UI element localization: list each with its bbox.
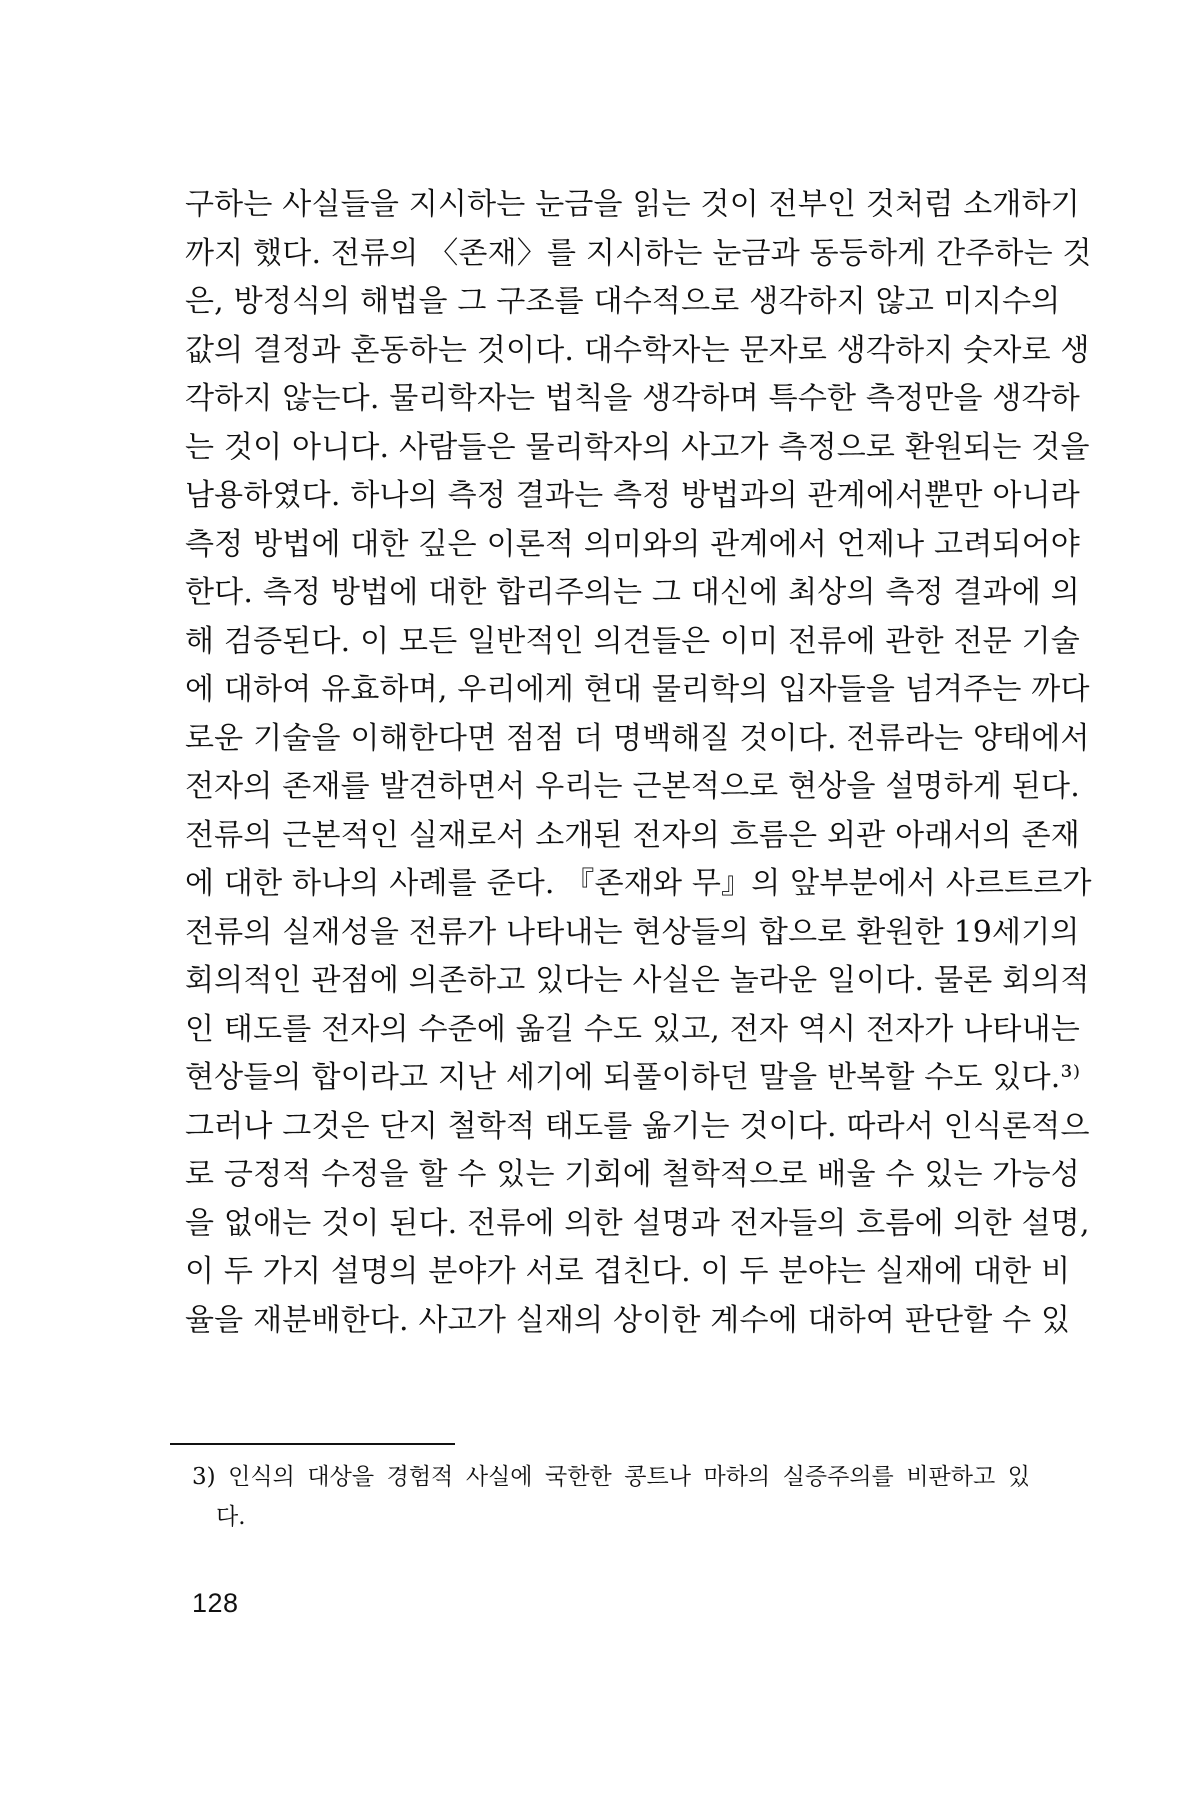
text-line: 로운 기술을 이해한다면 점점 더 명백해질 것이다. 전류라는 양태에서 [185,720,1090,756]
text-line: 전자의 존재를 발견하면서 우리는 근본적으로 현상을 설명하게 된다. [185,769,1080,804]
text-line: 각하지 않는다. 물리학자는 법칙을 생각하며 특수한 측정만을 생각하 [185,381,1080,416]
text-line: 전류의 실재성을 전류가 나타내는 현상들의 합으로 환원한 19세기의 [185,914,1080,950]
text-line: 해 검증된다. 이 모든 일반적인 의견들은 이미 전류에 관한 전문 기술 [185,623,1080,659]
text-line: 구하는 사실들을 지시하는 눈금을 읽는 것이 전부인 것처럼 소개하기 [185,187,1080,222]
text-line: 전류의 근본적인 실재로서 소개된 전자의 흐름은 외관 아래서의 존재 [185,817,1080,853]
text-line: 인 태도를 전자의 수준에 옮길 수도 있고, 전자 역시 전자가 나타내는 [185,1011,1080,1047]
text-line: 남용하였다. 하나의 측정 결과는 측정 방법과의 관계에서뿐만 아니라 [185,478,1080,513]
text-line: 는 것이 아니다. 사람들은 물리학자의 사고가 측정으로 환원되는 것을 [185,429,1090,465]
text-line: 현상들의 합이라고 지난 세기에 되풀이하던 말을 반복할 수도 있다.³⁾ [185,1060,1081,1095]
footnote-line: 다. [216,1504,246,1530]
body-text [185,181,1092,1345]
text-line: 을 없애는 것이 된다. 전류에 의한 설명과 전자들의 흐름에 의한 설명, [185,1205,1090,1241]
text-line: 이 두 가지 설명의 분야가 서로 겹친다. 이 두 분야는 실재에 대한 비 [185,1254,1071,1289]
footnote-divider [170,1443,455,1445]
text-line: 은, 방정식의 해법을 그 구조를 대수적으로 생각하지 않고 미지수의 [185,284,1061,319]
text-line: 로 긍정적 수정을 할 수 있는 기회에 철학적으로 배울 수 있는 가능성 [185,1157,1080,1192]
footnote-line: 3) 인식의 대상을 경험적 사실에 국한한 콩트나 마하의 실증주의를 비판하고 있 [192,1464,1030,1490]
text-line: 에 대한 하나의 사례를 준다. 『존재와 무』의 앞부분에서 사르트르가 [185,866,1092,901]
text-line: 측정 방법에 대한 깊은 이론적 의미와의 관계에서 언제나 고려되어야 [185,526,1080,562]
text-line: 에 대하여 유효하며, 우리에게 현대 물리학의 입자들을 넘겨주는 까다 [185,672,1090,707]
text-line: 까지 했다. 전류의 〈존재〉를 지시하는 눈금과 동등하게 간주하는 것 [185,235,1092,271]
text-line: 율을 재분배한다. 사고가 실재의 상이한 계수에 대하여 판단할 수 있 [185,1302,1071,1338]
page-number: 128 [192,1588,239,1618]
text-line: 값의 결정과 혼동하는 것이다. 대수학자는 문자로 생각하지 숫자로 생 [185,332,1090,368]
text-line: 회의적인 관점에 의존하고 있다는 사실은 놀라운 일이다. 물론 회의적 [185,963,1090,998]
text-line: 한다. 측정 방법에 대한 합리주의는 그 대신에 최상의 측정 결과에 의 [185,575,1080,610]
footnote [192,1457,1030,1537]
text-line: 그러나 그것은 단지 철학적 태도를 옮기는 것이다. 따라서 인식론적으 [185,1108,1090,1144]
